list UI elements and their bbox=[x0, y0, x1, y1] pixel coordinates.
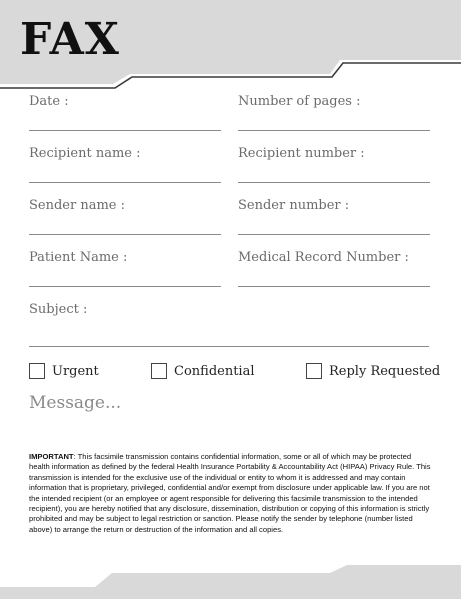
reply-requested-label: Reply Requested bbox=[329, 363, 441, 379]
sender-name-label: Sender name : bbox=[29, 198, 125, 213]
pages-line bbox=[238, 130, 430, 131]
subject-line bbox=[29, 346, 429, 347]
patient-name-field[interactable] bbox=[29, 250, 221, 265]
notice-heading: IMPORTANT bbox=[29, 452, 74, 461]
pages-field[interactable] bbox=[238, 94, 430, 109]
fax-title: FAX bbox=[20, 14, 120, 65]
important-notice bbox=[29, 452, 431, 535]
footer-band bbox=[0, 565, 461, 599]
message-area[interactable]: Message... bbox=[29, 393, 122, 413]
reply-requested-box[interactable] bbox=[306, 363, 322, 379]
urgent-label: Urgent bbox=[52, 363, 99, 379]
reply-requested-checkbox[interactable] bbox=[306, 363, 440, 379]
recipient-number-line bbox=[238, 182, 430, 183]
recipient-number-label: Recipient number : bbox=[238, 146, 365, 161]
sender-number-line bbox=[238, 234, 430, 235]
sender-number-label: Sender number : bbox=[238, 198, 350, 213]
patient-name-label: Patient Name : bbox=[29, 250, 128, 265]
pages-label: Number of pages : bbox=[238, 94, 361, 109]
recipient-name-field[interactable] bbox=[29, 146, 221, 161]
notice-body: : This facsimile transmission contains confidential information, some or all of which may be protected health information as defined by the federal Health Insurance Portability & Accountability Act (HIPAA) Privacy Rule. This transmission is intended for the exclusive use of the individual or entity to whom it is addressed and may contain information that is proprietary, privileged, confidential and/or exempt from disclosure under applicable law. If you are not the intended recipient (or an employee or agent responsible for delivering this facsimile transmission to the intended recipient), you are hereby notified that any disclosure, dissemination, distribution or copying of this information is strictly prohibited and may be subject to legal restriction or sanction. Please notify the sender by telephone (number listed above) to arrange the return or destruction of the information and all copies. bbox=[29, 452, 431, 534]
confidential-label: Confidential bbox=[174, 363, 255, 379]
subject-field[interactable] bbox=[29, 302, 429, 317]
sender-number-field[interactable] bbox=[238, 198, 430, 213]
recipient-name-label: Recipient name : bbox=[29, 146, 141, 161]
recipient-number-field[interactable] bbox=[238, 146, 430, 161]
sender-name-field[interactable] bbox=[29, 198, 221, 213]
patient-name-line bbox=[29, 286, 221, 287]
recipient-name-line bbox=[29, 182, 221, 183]
urgent-box[interactable] bbox=[29, 363, 45, 379]
urgent-checkbox[interactable] bbox=[29, 363, 99, 379]
sender-name-line bbox=[29, 234, 221, 235]
date-label: Date : bbox=[29, 94, 69, 109]
medical-record-number-label: Medical Record Number : bbox=[238, 250, 409, 265]
medical-record-number-field[interactable] bbox=[238, 250, 430, 265]
subject-label: Subject : bbox=[29, 302, 88, 317]
date-field[interactable] bbox=[29, 94, 221, 109]
confidential-checkbox[interactable] bbox=[151, 363, 255, 379]
date-line bbox=[29, 130, 221, 131]
medical-record-number-line bbox=[238, 286, 430, 287]
confidential-box[interactable] bbox=[151, 363, 167, 379]
